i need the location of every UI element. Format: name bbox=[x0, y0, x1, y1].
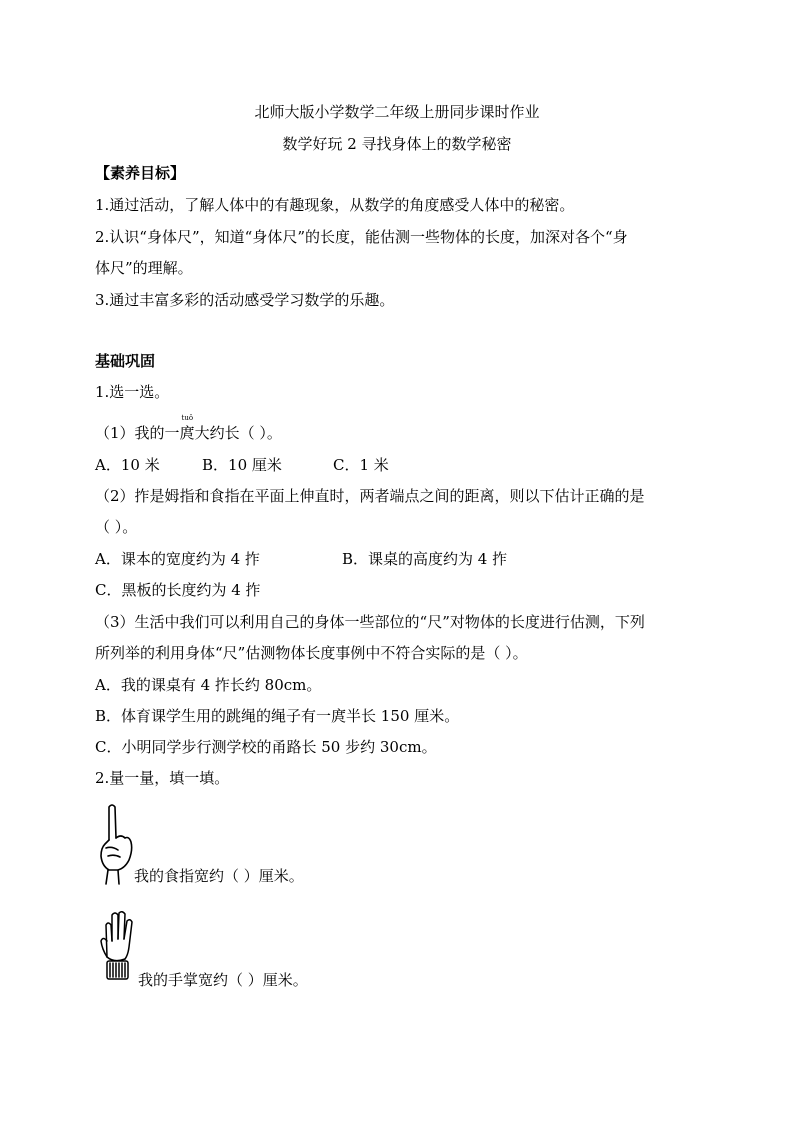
q1-part1-stem bbox=[95, 414, 282, 443]
palm-width-prompt: 我的手掌宽约（ ）厘米。 bbox=[138, 971, 308, 989]
q1-part1-before: （1）我的一 bbox=[95, 424, 180, 442]
q1-part2-option-a: A．课本的宽度约为 4 拃 bbox=[95, 550, 260, 568]
goal-item-3: 3.通过丰富多彩的活动感受学习数学的乐趣。 bbox=[95, 291, 395, 309]
q1-part1-option-a: A．10 米 bbox=[95, 456, 160, 474]
lesson-subtitle: 数学好玩 2 寻找身体上的数学秘密 bbox=[282, 135, 512, 153]
palm-icon bbox=[98, 905, 138, 987]
q1-part2-line1: （2）拃是姆指和食指在平面上伸直时，两者端点之间的距离，则以下估计正确的是 bbox=[95, 487, 645, 505]
q1-part2-option-b: B．课桌的高度约为 4 拃 bbox=[342, 550, 508, 568]
q1-part2-option-c: C．黑板的长度约为 4 拃 bbox=[95, 581, 261, 599]
pointing-finger-icon bbox=[96, 802, 136, 886]
q1-part1-option-c: C．1 米 bbox=[333, 456, 389, 474]
ruby-pinyin: tuǒ bbox=[181, 414, 194, 422]
worksheet-title: 北师大版小学数学二年级上册同步课时作业 bbox=[254, 103, 540, 121]
q1-part3-line2: 所列举的利用身体“尺”估测物体长度事例中不符合实际的是（ ）。 bbox=[95, 644, 528, 662]
q1-part3-line1: （3）生活中我们可以利用自己的身体一些部位的“尺”对物体的长度进行估测，下列 bbox=[95, 613, 645, 631]
q1-part3-option-b: B．体育课学生用的跳绳的绳子有一庹半长 150 厘米。 bbox=[95, 707, 460, 725]
q1-part1-option-b: B．10 厘米 bbox=[202, 456, 282, 474]
q1-part3-option-c: C．小明同学步行测学校的甬路长 50 步约 30cm。 bbox=[95, 738, 437, 756]
q1-part1-after: 大约长（ ）。 bbox=[194, 424, 282, 442]
q1-label: 1.选一选。 bbox=[95, 383, 170, 401]
q2-label: 2.量一量，填一填。 bbox=[95, 769, 230, 787]
goal-item-2: 2.认识“身体尺”，知道“身体尺”的长度，能估测一些物体的长度，加深对各个“身 bbox=[95, 228, 628, 246]
finger-width-prompt: 我的食指宽约（ ）厘米。 bbox=[134, 867, 304, 885]
goal-item-2-cont: 体尺”的理解。 bbox=[95, 259, 193, 277]
ruby-char: 庹 bbox=[179, 424, 195, 442]
goal-item-1: 1.通过活动，了解人体中的有趣现象，从数学的角度感受人体中的秘密。 bbox=[95, 196, 575, 214]
basics-heading: 基础巩固 bbox=[95, 352, 156, 370]
q1-part2-line2: （ ）。 bbox=[95, 518, 138, 536]
goals-heading: 【素养目标】 bbox=[95, 164, 186, 182]
ruby-word bbox=[179, 414, 195, 443]
q1-part3-option-a: A．我的课桌有 4 拃长约 80cm。 bbox=[95, 676, 322, 694]
